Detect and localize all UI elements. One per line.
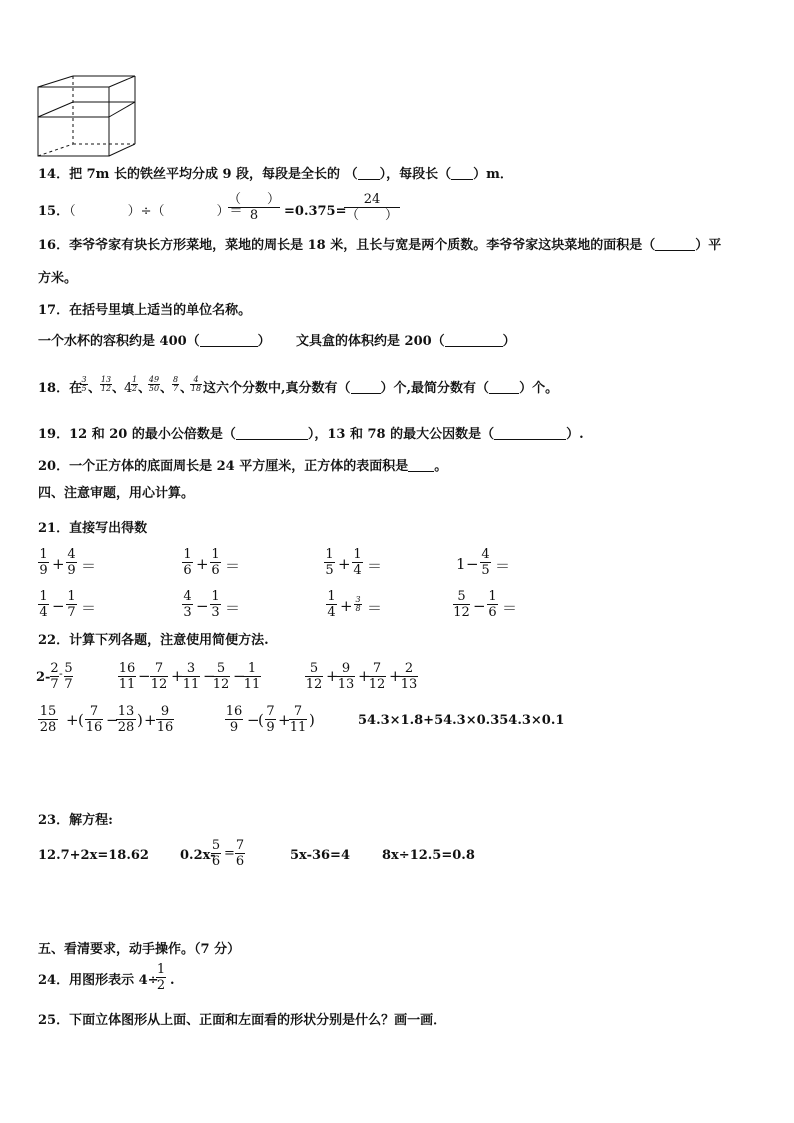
q18-text: 这六个分数中,真分数有（ (203, 381, 351, 396)
q21-expr-4-op: − (466, 555, 479, 573)
q14-text-b: ），每段长（ (379, 167, 452, 182)
q19-blank-2[interactable] (494, 427, 566, 440)
q20-blank[interactable] (408, 459, 434, 472)
q18-sep-3: 、 (138, 381, 152, 396)
q22-expr-4-frac-d: 9 16 (156, 704, 174, 735)
q22-expr-4-op-c: + (144, 711, 157, 729)
q21-expr-5-eq: ＝ (81, 599, 97, 617)
q22-expr-1-whole: 2- (36, 670, 51, 685)
q23-equation-2-eq: = (224, 846, 235, 861)
q22-expr-2-op-a: − (138, 667, 151, 685)
q22-expr-2-frac-c: 3 11 (182, 661, 200, 692)
q19-blank-1[interactable] (236, 427, 308, 440)
q22-expr-4-frac-b: 7 16 (85, 704, 103, 735)
q22-expr-5-frac-a: 16 9 (225, 704, 243, 735)
q17-item-a-text: 一个水杯的容积约是 400（ (38, 334, 200, 349)
q22-expr-3-op-b: + (358, 667, 371, 685)
q22-expr-5-paren-open: ( (258, 711, 264, 729)
q18-fraction-3-whole: 4 (124, 381, 133, 396)
q22-expr-3-frac-c: 7 12 (368, 661, 386, 692)
q15-paren-b: ）÷（ (127, 204, 165, 219)
q22-expr-3-op-a: + (326, 667, 339, 685)
q14-blank-2[interactable] (451, 167, 473, 180)
q15-fraction-1-denominator: 8 (249, 208, 259, 223)
q22-expr-4-op-a: + (66, 711, 79, 729)
q14-text: 把 7m 长的铁丝平均分成 9 段，每段是全长的 （ (69, 167, 358, 182)
q23-equation-1: 12.7+2x=18.62 (38, 848, 149, 863)
q18-fraction-3: 1 2 (131, 375, 138, 393)
q21-expr-2-eq: ＝ (225, 557, 241, 575)
q22-expr-2-frac-d: 5 12 (212, 661, 230, 692)
q14-blank-1[interactable] (358, 167, 380, 180)
q21-expr-8-frac-b: 1 6 (488, 589, 497, 620)
q16-blank[interactable] (655, 238, 695, 251)
q15 (38, 203, 243, 221)
q21-expr-2-frac-a: 1 6 (183, 547, 192, 578)
q24-fraction: 1 2 (156, 962, 166, 993)
q22-expr-2-op-b: + (171, 667, 184, 685)
q22-expr-5-frac-c: 7 11 (289, 704, 307, 735)
q14 (38, 166, 513, 184)
q14-number: 14． (38, 167, 70, 182)
q22-expr-3-frac-b: 9 13 (337, 661, 355, 692)
q15-fraction-1-numerator[interactable]: （ ） (228, 192, 281, 207)
q21-expr-6-frac-a: 4 3 (183, 589, 192, 620)
q21-expr-3-op: + (338, 555, 351, 573)
q21-expr-6-op: − (196, 597, 209, 615)
q24-end: . (170, 973, 175, 988)
q21-expr-3-eq: ＝ (367, 557, 383, 575)
q16-text-end: ）平 (695, 238, 722, 253)
q16-line-1 (38, 237, 721, 255)
section-4-heading: 四、注意审题，用心计算。 (38, 486, 195, 501)
q24-text: 24．用图形表示 4÷ (38, 973, 159, 988)
q22-expr-5-op-b: + (278, 711, 291, 729)
q18-fraction-1: 3 5 (81, 375, 87, 393)
q21-expr-7-eq: ＝ (367, 599, 383, 617)
q22-expr-5-paren-close: ) (309, 711, 315, 729)
q21-expr-2-op: + (196, 555, 209, 573)
q22-expr-3-frac-a: 5 12 (305, 661, 323, 692)
q22-expr-4-frac-a: 15 28 (39, 704, 57, 735)
q19-text-a: 19．12 和 20 的最小公倍数是（ (38, 427, 236, 442)
q15-fraction-2-denominator[interactable]: （ ） (345, 208, 398, 223)
q15-fraction-2 (344, 192, 400, 223)
q18-fraction-5: 8 7 (172, 375, 179, 393)
q22-expr-3-op-c: + (389, 667, 402, 685)
q22-expr-4-op-b: − (106, 711, 119, 729)
q18-fraction-6: 4 18 (190, 375, 202, 393)
q21-expr-4-whole: 1 (456, 555, 466, 573)
q21-expr-5-op: − (52, 597, 65, 615)
q17-item-b (296, 333, 516, 351)
q22-expr-2-op-c: − (203, 667, 216, 685)
q21-expr-1-op: + (52, 555, 65, 573)
q17-blank-a[interactable] (200, 334, 258, 347)
q20-text-end: 。 (434, 459, 448, 474)
q22-expr-2-frac-a: 16 11 (118, 661, 136, 692)
q17-item-a-end: ） (257, 334, 271, 349)
q20 (38, 458, 447, 476)
q18-fraction-4: 49 50 (148, 375, 160, 393)
q22-expr-4-paren-open: ( (78, 711, 84, 729)
q23-title: 23．解方程: (38, 813, 113, 828)
q21-expr-6-eq: ＝ (225, 599, 241, 617)
q19 (38, 426, 584, 444)
q21-expr-1-eq: ＝ (81, 557, 97, 575)
q21-expr-8-op: − (473, 597, 486, 615)
q21-expr-3-frac-b: 1 4 (353, 547, 362, 578)
q16-line-2: 方米。 (38, 271, 78, 286)
q21-expr-7-frac-b: 3 8 (355, 595, 361, 613)
q22-expr-4-frac-c: 13 28 (117, 704, 135, 735)
q21-expr-6-frac-b: 1 3 (211, 589, 220, 620)
q21-expr-4-frac: 4 5 (481, 547, 490, 578)
q21-expr-4-eq: ＝ (495, 557, 511, 575)
q21-expr-1-frac-a: 1 9 (39, 547, 48, 578)
q18-prefix: 18．在 (38, 381, 83, 396)
q20-text: 20．一个正方体的底面周长是 24 平方厘米，正方体的表面积是 (38, 459, 409, 474)
q18-sep-4: 、 (160, 381, 174, 396)
q18-blank-1[interactable] (351, 381, 381, 394)
q23-equation-2-frac-b: 7 6 (235, 838, 245, 869)
q21-expr-8-eq: ＝ (502, 599, 518, 617)
cuboid-figure (36, 74, 140, 160)
q19-text-c: ）. (566, 427, 584, 442)
q18-text-mid: ）个,最简分数有（ (380, 381, 490, 396)
q22-expr-4-paren-close: ) (137, 711, 143, 729)
q18-rest (203, 380, 558, 398)
q22-expr-1-op: - (59, 667, 63, 680)
q21-expr-7-op: + (340, 597, 353, 615)
q17-title: 17．在括号里填上适当的单位名称。 (38, 303, 252, 318)
q21-expr-5-frac-a: 1 4 (39, 589, 48, 620)
q15-paren-a: （ (69, 204, 76, 219)
q18-sep-1: 、 (88, 381, 102, 396)
q22-expr-5-frac-b: 7 9 (266, 704, 275, 735)
q21-expr-1-frac-b: 4 9 (67, 547, 76, 578)
q15-fraction-1 (228, 192, 280, 223)
q23-equation-2-frac-a: 5 6 (211, 838, 221, 869)
q21-expr-8-frac-a: 5 12 (453, 589, 470, 620)
q18-sep-5: 、 (180, 381, 194, 396)
q21-title: 21．直接写出得数 (38, 521, 148, 536)
q23-equation-3: 5x-36=4 (290, 848, 350, 863)
q23-equation-4: 8x÷12.5=0.8 (382, 848, 475, 863)
q22-expr-2-frac-e: 1 11 (243, 661, 261, 692)
q18-sep-2: 、 (112, 381, 126, 396)
q22-expr-1-frac-a: 2 7 (50, 661, 59, 692)
q21-expr-2-frac-b: 1 6 (211, 547, 220, 578)
q14-text-c: ）m． (473, 167, 513, 182)
q21-expr-7-frac-a: 1 4 (327, 589, 336, 620)
q21-expr-5-frac-b: 1 7 (67, 589, 76, 620)
q17-item-b-end: ） (502, 334, 516, 349)
section-5-heading: 五、看清要求，动手操作。（7 分） (38, 942, 241, 957)
q22-expr-3-frac-d: 2 13 (400, 661, 418, 692)
q25-text: 25．下面立体图形从上面、正面和左面看的形状分别是什么？画一画． (38, 1013, 447, 1028)
q19-text-b: ），13 和 78 的最大公因数是（ (307, 427, 495, 442)
q22-title: 22．计算下列各题，注意使用简便方法. (38, 633, 269, 648)
q22-expr-1-frac-b: 5 7 (64, 661, 73, 692)
q18-blank-2[interactable] (489, 381, 519, 394)
q18-text-end: ）个。 (519, 381, 559, 396)
q15-number: 15． (38, 204, 70, 219)
q15-paren-c: ）＝ (216, 204, 243, 219)
q22-expr-2-frac-b: 7 12 (150, 661, 168, 692)
q22-expr-2-op-d: − (233, 667, 246, 685)
q15-fraction-2-numerator: 24 (363, 192, 381, 207)
q16-text: 16．李爷爷家有块长方形菜地，菜地的周长是 18 米，且长与宽是两个质数。李爷爷家这块菜地的面积是（ (38, 238, 656, 253)
q22-expr-5-op-a: − (247, 711, 260, 729)
q17-blank-b[interactable] (445, 334, 503, 347)
q21-expr-3-frac-a: 1 5 (325, 547, 334, 578)
q18-fraction-2: 13 12 (100, 375, 112, 393)
q23-equation-2-lhs: 0.2x- (180, 848, 216, 863)
q17-item-a (38, 333, 271, 351)
q17-item-b-text: 文具盒的体积约是 200（ (296, 334, 445, 349)
q15-middle: =0.375= (284, 204, 347, 219)
q22-expr-6: 54.3×1.8+54.3×0.354.3×0.1 (358, 713, 565, 728)
